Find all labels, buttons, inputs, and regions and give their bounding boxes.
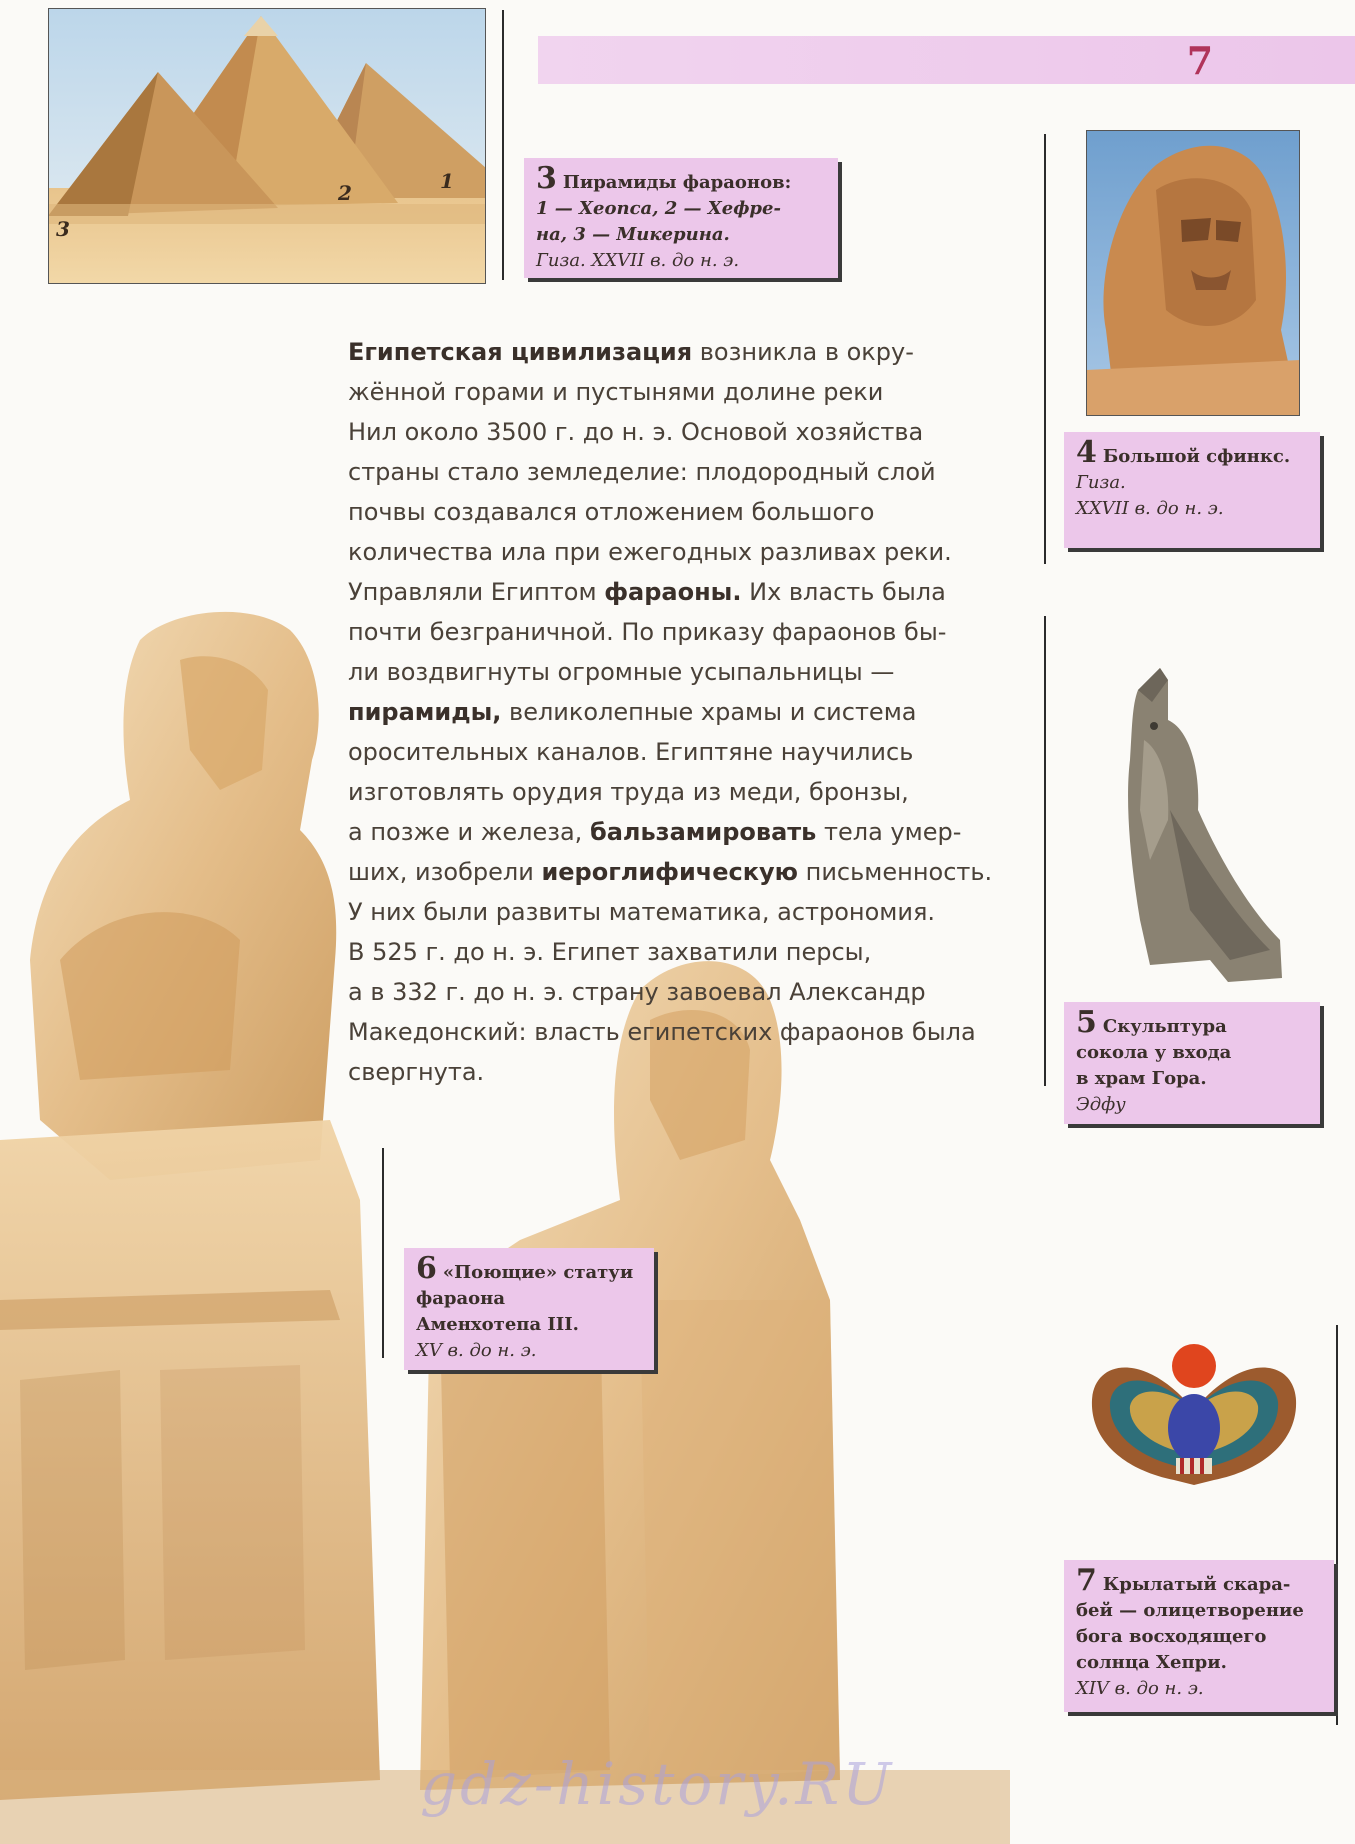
caption-place: Эдфу xyxy=(1076,1094,1126,1115)
text-line: изготовлять орудия труда из меди, бронзы, xyxy=(348,778,909,806)
page-number: 7 xyxy=(1186,37,1214,83)
caption-line: в храм Гора. xyxy=(1076,1068,1207,1089)
sphinx-image xyxy=(1086,130,1300,416)
caption-number: 7 xyxy=(1076,1563,1097,1598)
term: Египетская цивилизация xyxy=(348,338,693,366)
caption-line: Аменхотепа III. xyxy=(416,1314,579,1335)
caption-falcon xyxy=(1064,1002,1320,1124)
text-span: Их власть была xyxy=(741,578,946,606)
term: иероглифическую xyxy=(541,858,799,886)
text-line: страны стало земледелие: плодородный слой xyxy=(348,458,936,486)
caption-line: Крылатый скара- xyxy=(1102,1574,1291,1595)
text-line xyxy=(348,812,1028,852)
caption-number: 3 xyxy=(536,161,557,196)
caption-line: бей — олицетворение xyxy=(1076,1600,1304,1621)
text-line xyxy=(348,332,1028,372)
text-line: почти безграничной. По приказу фараонов бы- xyxy=(348,618,947,646)
caption-number: 4 xyxy=(1076,435,1097,470)
text-line: а в 332 г. до н. э. страну завоевал Александр xyxy=(348,978,926,1006)
text-span: ших, изобрели xyxy=(348,858,542,886)
term: пирамиды, xyxy=(348,698,502,726)
divider-line xyxy=(1044,134,1046,564)
text-line: Нил около 3500 г. до н. э. Основой хозяйства xyxy=(348,418,924,446)
caption-line: солнца Хепри. xyxy=(1076,1652,1227,1673)
text-span: великолепные храмы и система xyxy=(501,698,917,726)
text-span: Управляли Египтом xyxy=(348,578,605,606)
caption-line: фараона xyxy=(416,1288,505,1309)
pyramid-label-2: 2 xyxy=(338,181,352,205)
caption-line: бога восходящего xyxy=(1076,1626,1267,1647)
text-line: количества ила при ежегодных разливах реки. xyxy=(348,538,952,566)
caption-pyramids xyxy=(524,158,838,278)
pyramids-image xyxy=(48,8,486,284)
text-line: В 525 г. до н. э. Египет захватили персы, xyxy=(348,938,872,966)
main-paragraph xyxy=(348,332,1028,1092)
falcon-sculpture-image xyxy=(1110,660,1290,990)
term: бальзамировать xyxy=(589,818,817,846)
text-line: ли воздвигнуты огромные усыпальницы — xyxy=(348,658,895,686)
text-line xyxy=(348,572,1028,612)
caption-place: Гиза. XXVII в. до н. э. xyxy=(536,250,740,271)
text-line: почвы создавался отложением большого xyxy=(348,498,875,526)
caption-line: Скульптура xyxy=(1102,1016,1227,1037)
text-line: оросительных каналов. Египтяне научились xyxy=(348,738,914,766)
divider-line xyxy=(1044,616,1046,1086)
caption-place: Гиза. xyxy=(1076,472,1126,493)
term: фараоны. xyxy=(604,578,742,606)
pyramid-label-3: 3 xyxy=(56,217,70,241)
watermark: gdz-history.RU xyxy=(420,1750,895,1818)
divider-line xyxy=(1336,1325,1338,1725)
text-line xyxy=(348,692,1028,732)
text-line: Македонский: власть египетских фараонов была xyxy=(348,1018,976,1046)
winged-scarab-image xyxy=(1084,1340,1304,1490)
text-line: У них были развиты математика, астрономия. xyxy=(348,898,936,926)
caption-date: XIV в. до н. э. xyxy=(1076,1678,1204,1699)
caption-singing-statues xyxy=(404,1248,654,1370)
text-line xyxy=(348,852,1028,892)
caption-date: XV в. до н. э. xyxy=(416,1340,537,1361)
divider-line xyxy=(382,1148,384,1358)
text-span: а позже и железа, xyxy=(348,818,590,846)
caption-number: 5 xyxy=(1076,1005,1097,1040)
caption-sphinx xyxy=(1064,432,1320,548)
caption-title: Большой сфинкс. xyxy=(1102,446,1291,467)
caption-line: 1 — Хеопса, 2 — Хефре- xyxy=(536,198,781,219)
pyramid-label-1: 1 xyxy=(440,169,454,193)
text-span: возникла в окру- xyxy=(692,338,914,366)
divider-line xyxy=(502,10,504,280)
text-span: письменность. xyxy=(798,858,993,886)
text-span: тела умер- xyxy=(816,818,962,846)
caption-line: сокола у входа xyxy=(1076,1042,1232,1063)
text-line: жённой горами и пустынями долине реки xyxy=(348,378,884,406)
caption-line: на, 3 — Микерина. xyxy=(536,224,730,245)
caption-scarab xyxy=(1064,1560,1334,1712)
caption-line: «Поющие» статуи xyxy=(442,1262,634,1283)
caption-number: 6 xyxy=(416,1251,437,1286)
caption-title: Пирамиды фараонов: xyxy=(562,172,792,193)
text-line: свергнута. xyxy=(348,1058,485,1086)
caption-date: XXVII в. до н. э. xyxy=(1076,498,1224,519)
page-header-band xyxy=(538,36,1355,84)
